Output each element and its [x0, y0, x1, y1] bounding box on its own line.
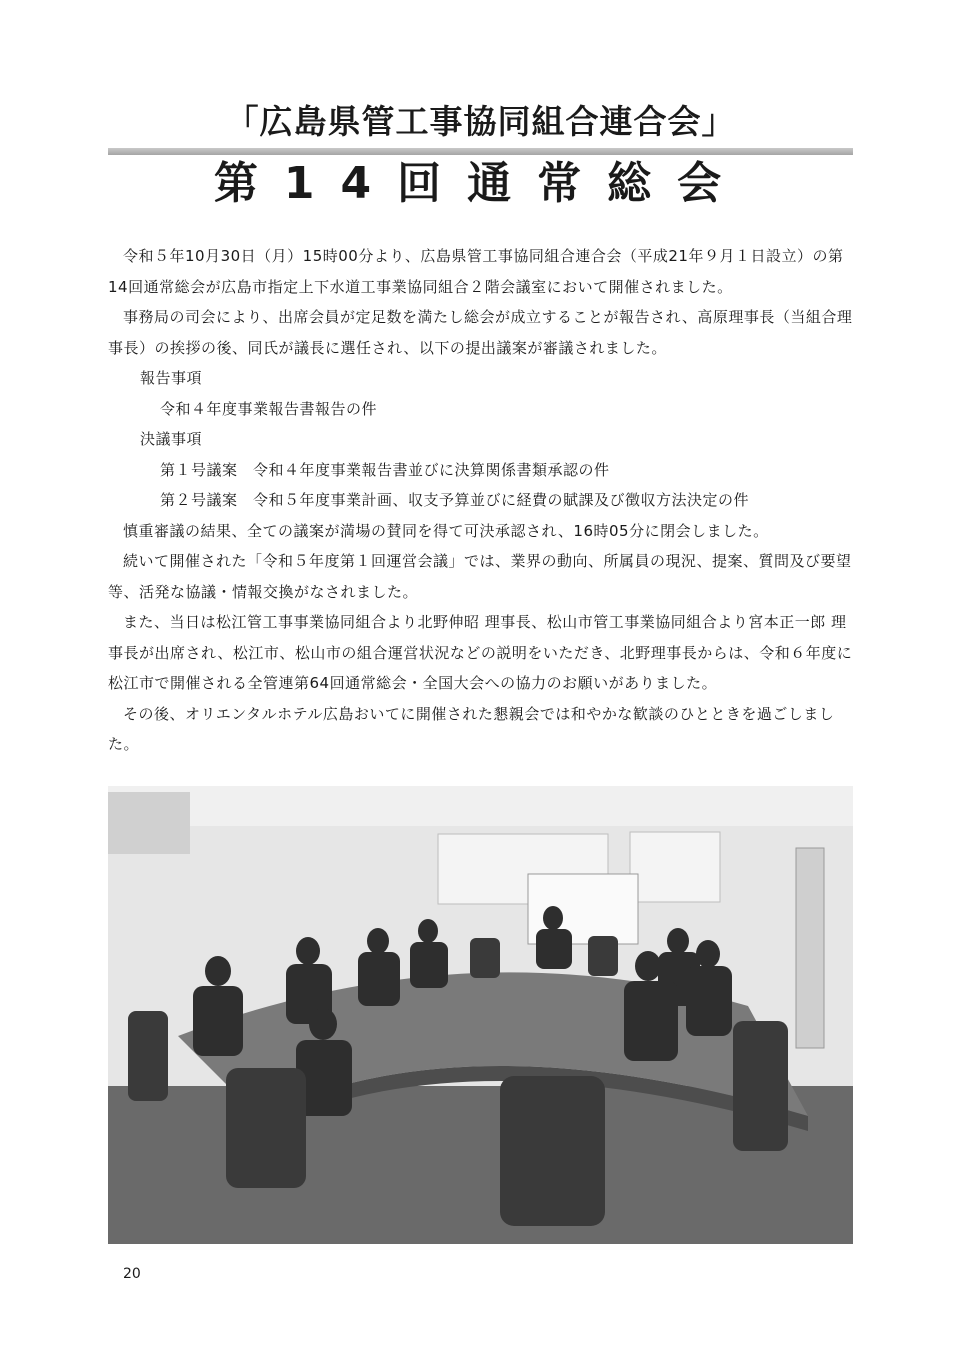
resolution-heading: 決議事項 [140, 430, 203, 448]
paragraph: その後、オリエンタルホテル広島おいてに開催された懇親会では和やかな歓談のひとときを過ごしました。 [108, 704, 835, 753]
meeting-photo [108, 786, 853, 1244]
title-rule [108, 148, 853, 155]
page-title: 「広島県管工事協同組合連合会」 [225, 102, 736, 141]
page-subtitle: 第14回通常総会 [213, 158, 748, 209]
paragraph: また、当日は松江管工事事業協同組合より北野伸昭 理事長、松山市管工事業協同組合より宮本正一郎 理事長が出席され、松江市、松山市の組合運営状況などの説明をいただき、北野理事長からは、令和６年度に松江市で開催される全管連第64回通常総会・全国大会への協力のお願いがありました。 [108, 613, 853, 692]
paragraph: 慎重審議の結果、全ての議案が満場の賛同を得て可決承認され、16時05分に閉会しました。 [123, 521, 769, 540]
resolution-item: 第２号議案 令和５年度事業計画、収支予算並びに経費の賦課及び徴収方法決定の件 [160, 491, 750, 509]
report-item: 令和４年度事業報告書報告の件 [160, 399, 378, 418]
article-body [108, 241, 853, 760]
paragraph: 令和５年10月30日（月）15時00分より、広島県管工事協同組合連合会（平成21年９月１日設立）の第14回通常総会が広島市指定上下水道工事業協同組合２階会議室において開催されました。 [108, 247, 844, 296]
paragraph: 事務局の司会により、出席会員が定足数を満たし総会が成立することが報告され、高原理事長（当組合理事長）の挨拶の後、同氏が議長に選任され、以下の提出議案が審議されました。 [108, 308, 853, 357]
paragraph: 続いて開催された「令和５年度第１回運営会議」では、業界の動向、所属員の現況、提案、質問及び要望等、活発な協議・情報交換がなされました。 [108, 552, 852, 601]
report-heading: 報告事項 [140, 369, 203, 387]
resolution-item: 第１号議案 令和４年度事業報告書並びに決算関係書類承認の件 [160, 460, 610, 479]
page-number: 20 [123, 1266, 141, 1282]
